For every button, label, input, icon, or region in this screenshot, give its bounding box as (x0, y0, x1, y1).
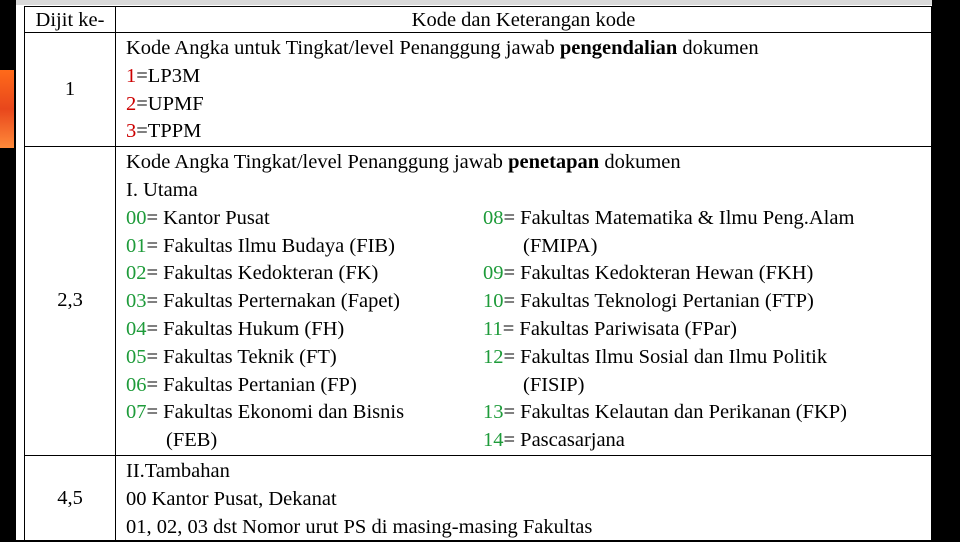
row3-subtitle: II.Tambahan (126, 459, 230, 482)
code-table (24, 6, 932, 542)
list-item: 1=LP3M (126, 64, 201, 87)
list-item-continuation: (FEB) (166, 429, 218, 452)
list-item: 03= Fakultas Perternakan (Fapet) (126, 290, 400, 313)
faculty-list-left (126, 205, 483, 455)
list-item: 00= Kantor Pusat (126, 206, 270, 229)
list-item: 01, 02, 03 dst Nomor urut PS di masing-masing Fakultas (126, 515, 593, 538)
table-row-3 (25, 455, 932, 541)
orange-accent-bar (0, 70, 14, 148)
row1-title: Kode Angka untuk Tingkat/level Penanggung jawab pengendalian dokumen (126, 37, 759, 59)
list-item: 04= Fakultas Hukum (FH) (126, 317, 345, 340)
list-item: 06= Fakultas Pertanian (FP) (126, 373, 357, 396)
list-item: 3=TPPM (126, 120, 202, 143)
list-item: 13= Fakultas Kelautan dan Perikanan (FKP) (483, 401, 847, 424)
list-item: 00 Kantor Pusat, Dekanat (126, 487, 337, 510)
row2-title: Kode Angka Tingkat/level Penanggung jawab penetapan dokumen (126, 151, 681, 174)
list-item: 01= Fakultas Ilmu Budaya (FIB) (126, 234, 395, 257)
list-item: 2=UPMF (126, 92, 204, 115)
header-description: Kode dan Keterangan kode (116, 7, 932, 33)
list-item-continuation: (FMIPA) (523, 234, 598, 257)
digit-cell: 1 (25, 33, 116, 147)
faculty-list-right (483, 205, 931, 455)
header-digit: Dijit ke- (25, 7, 116, 33)
content-cell (116, 455, 932, 541)
top-strip (16, 0, 932, 5)
list-item: 09= Fakultas Kedokteran Hewan (FKH) (483, 262, 814, 285)
list-item: 12= Fakultas Ilmu Sosial dan Ilmu Politik (483, 345, 828, 368)
table-row-1 (25, 33, 932, 147)
digit-cell: 2,3 (25, 147, 116, 456)
content-cell (116, 147, 932, 456)
list-item-continuation: (FISIP) (523, 373, 585, 396)
table-header-row (25, 7, 932, 33)
table-row-2 (25, 147, 932, 456)
digit-cell: 4,5 (25, 455, 116, 541)
list-item: 07= Fakultas Ekonomi dan Bisnis (126, 401, 405, 424)
row2-subtitle: I. Utama (126, 178, 198, 201)
list-item: 10= Fakultas Teknologi Pertanian (FTP) (483, 290, 814, 313)
list-item: 02= Fakultas Kedokteran (FK) (126, 262, 379, 285)
faculty-list (126, 205, 931, 455)
content-cell (116, 33, 932, 147)
list-item: 11= Fakultas Pariwisata (FPar) (483, 317, 737, 340)
list-item: 14= Pascasarjana (483, 429, 625, 452)
list-item: 08= Fakultas Matematika & Ilmu Peng.Alam (483, 206, 855, 229)
list-item: 05= Fakultas Teknik (FT) (126, 345, 337, 368)
right-edge-bar (932, 0, 960, 540)
